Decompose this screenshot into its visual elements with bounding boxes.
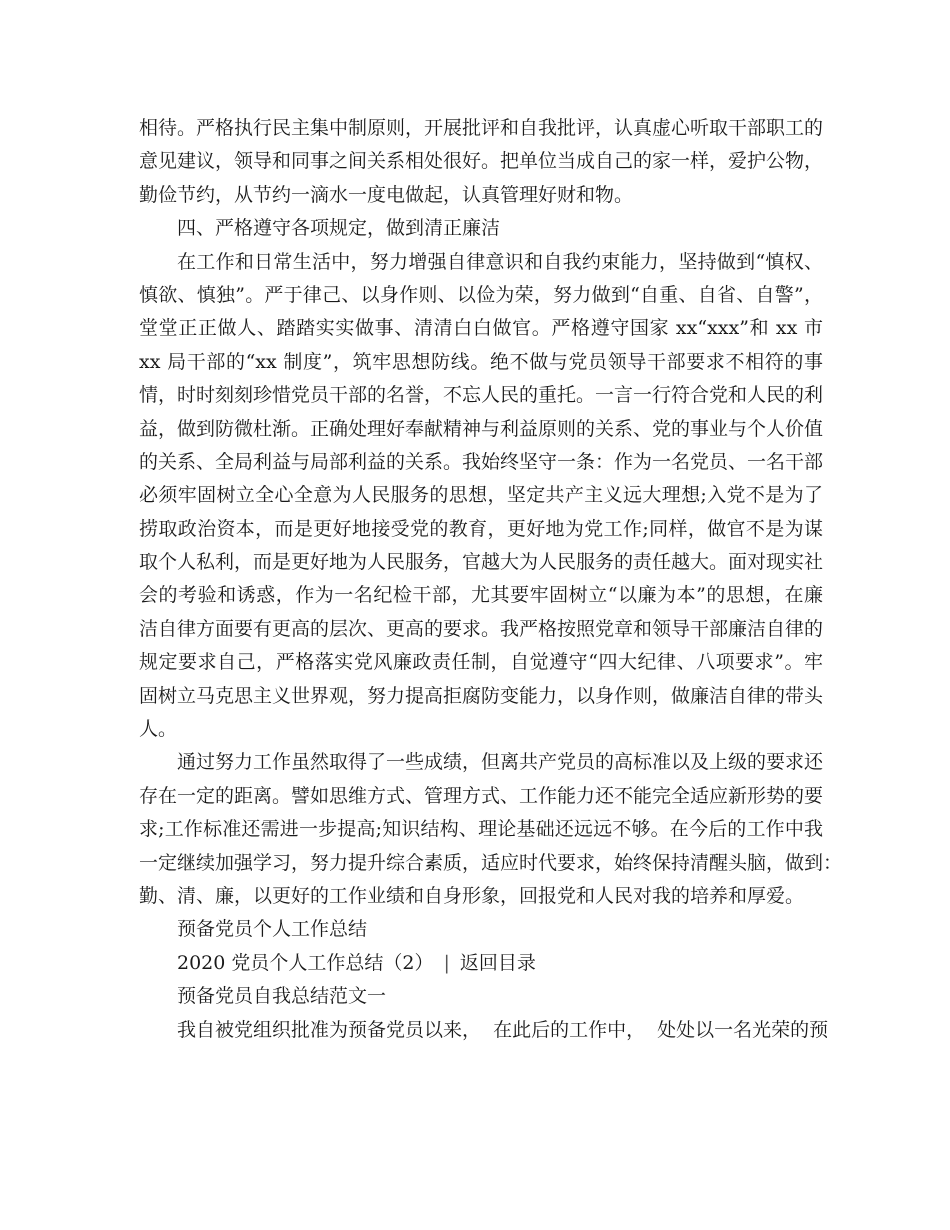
text-line: 通过努力工作虽然取得了一些成绩，但离共产党员的高标准以及上级的要求还 <box>177 751 824 774</box>
text-line: 规定要求自己，严格落实党风廉政责任制，自觉遵守“四大纪律、八项要求”。牢 <box>139 651 823 674</box>
text-line: 在工作和日常生活中，努力增强自律意识和自我约束能力，坚持做到“慎权、 <box>177 250 823 273</box>
text-line: 勤俭节约，从节约一滴水一度电做起，认真管理好财和物。 <box>139 183 634 206</box>
text-line: 相待。严格执行民主集中制原则，开展批评和自我批评，认真虚心听取干部职工的 <box>139 117 824 139</box>
text-line: 的关系、全局利益与局部利益的关系。我始终坚守一条：作为一名党员、一名干部 <box>139 450 824 473</box>
paragraph-1 <box>139 112 823 212</box>
text-line: 会的考验和诱惑，作为一名纪检干部，尤其要牢固树立“以廉为本”的思想，在廉 <box>139 584 823 607</box>
text-line: 情，时时刻刻珍惜党员干部的名誉，不忘人民的重托。一言一行符合党和人民的利 <box>139 384 824 407</box>
section-heading-text: 四、严格遵守各项规定，做到清正廉洁 <box>177 217 501 240</box>
paragraph-2 <box>139 246 823 747</box>
text-line: 一定继续加强学习，努力提升综合素质，适应时代要求，始终保持清醒头脑，做到： <box>139 851 843 874</box>
text-line: 慎欲、慎独”。严于律己、以身作则、以俭为荣，努力做到“自重、自省、自警”， <box>139 283 823 306</box>
text-line: 堂堂正正做人、踏踏实实做事、清清白白做官。严格遵守国家 xx“xxx”和 xx 市 <box>139 317 823 340</box>
document-page <box>139 112 843 1047</box>
text-line: 必须牢固树立全心全意为人民服务的思想，坚定共产主义远大理想;入党不是为了 <box>139 484 823 507</box>
section-heading <box>139 212 823 245</box>
text-line: 意见建议，领导和同事之间关系相处很好。把单位当成自己的家一样，爱护公物， <box>139 150 824 173</box>
text-line: 捞取政治资本，而是更好地接受党的教育，更好地为党工作;同样，做官不是为谋 <box>139 517 823 540</box>
text-line: 存在一定的距离。譬如思维方式、管理方式、工作能力还不能完全适应新形势的要 <box>139 784 824 807</box>
separator: | <box>443 951 450 974</box>
article-link[interactable]: 2020 党员个人工作总结（2） <box>177 951 434 974</box>
related-heading: 预备党员个人工作总结 <box>177 918 368 941</box>
text-line: 固树立马克思主义世界观，努力提高拒腐防变能力，以身作则，做廉洁自律的带头 <box>139 684 824 707</box>
back-to-toc-link[interactable]: 返回目录 <box>459 951 536 974</box>
text-line: 人。 <box>139 718 178 741</box>
text-line: xx 局干部的“xx 制度”，筑牢思想防线。绝不做与党员领导干部要求不相符的事 <box>139 350 823 373</box>
paragraph-3 <box>139 746 843 913</box>
text-line: 求;工作标准还需进一步提高;知识结构、理论基础还远远不够。在今后的工作中我 <box>139 818 823 841</box>
nav-row <box>139 947 823 980</box>
text-line: 勤、清、廉，以更好的工作业绩和自身形象，回报党和人民对我的培养和厚爱。 <box>139 884 805 907</box>
sample-heading: 预备党员自我总结范文一 <box>177 985 387 1008</box>
related-links-section <box>139 913 829 1047</box>
text-line: 我自被党组织批准为预备党员以来， 在此后的工作中， 处处以一名光荣的预 <box>177 1018 829 1041</box>
text-line: 洁自律方面要有更高的层次、更高的要求。我严格按照党章和领导干部廉洁自律的 <box>139 617 824 640</box>
text-line: 取个人私利，而是更好地为人民服务，官越大为人民服务的责任越大。面对现实社 <box>139 551 824 574</box>
text-line: 益，做到防微杜渐。正确处理好奉献精神与利益原则的关系、党的事业与个人价值 <box>139 417 824 440</box>
